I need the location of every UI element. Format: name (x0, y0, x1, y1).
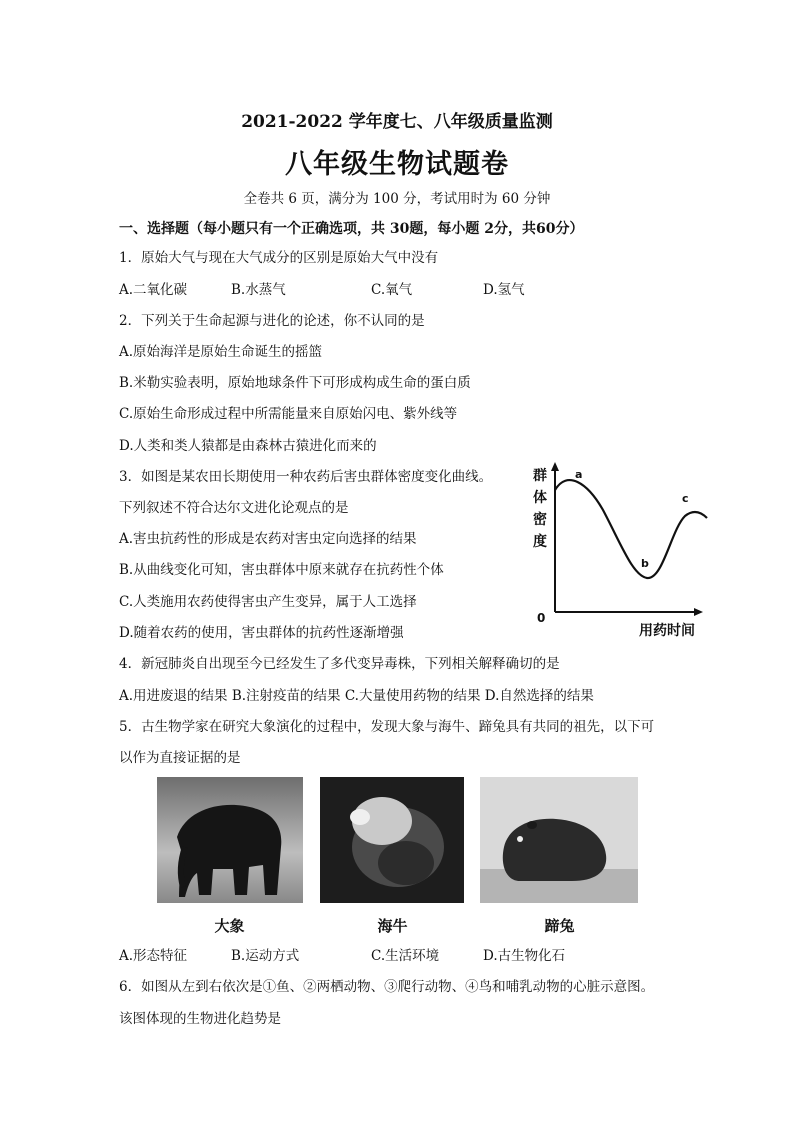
density-curve-chart (525, 460, 725, 640)
q3-stem-line2: 下列叙述不符合达尔文进化论观点的是 (119, 500, 349, 516)
q2-stem: 2．下列关于生命起源与进化的论述，你不认同的是 (119, 313, 425, 329)
q6-stem-line1: 6．如图从左到右依次是①鱼、②两栖动物、③爬行动物、④鸟和哺乳动物的心脏示意图。 (119, 979, 655, 995)
ylabel-char: 群 (533, 468, 547, 484)
q3-option-c: C.人类施用农药使得害虫产生变异，属于人工选择 (119, 594, 417, 610)
q2-option-a: A.原始海洋是原始生命诞生的摇篮 (119, 344, 323, 360)
q5-option-b: B.运动方式 (231, 948, 300, 964)
manatee-photo (320, 777, 464, 903)
q3-option-a: A.害虫抗药性的形成是农药对害虫定向选择的结果 (119, 531, 417, 547)
caption-elephant: 大象 (214, 917, 245, 935)
chart-ylabel (533, 467, 547, 550)
q5-stem-line1: 5．古生物学家在研究大象演化的过程中，发现大象与海牛、蹄兔具有共同的祖先，以下可 (119, 719, 655, 735)
caption-hyrax: 蹄兔 (544, 917, 575, 935)
q4-stem: 4．新冠肺炎自出现至今已经发生了多代变异毒株，下列相关解释确切的是 (119, 656, 560, 672)
chart-xlabel: 用药时间 (639, 623, 695, 639)
q1-option-c: C.氧气 (371, 282, 413, 298)
x-axis-arrow (694, 608, 703, 616)
q1-option-b: B.水蒸气 (231, 282, 286, 298)
q1-option-a: A.二氧化碳 (119, 282, 188, 298)
point-label-b: b (641, 557, 649, 570)
ylabel-char: 体 (533, 490, 547, 506)
ylabel-char: 度 (533, 534, 547, 550)
q3-option-b: B.从曲线变化可知，害虫群体中原来就存在抗药性个体 (119, 562, 444, 578)
q2-option-d: D.人类和类人猿都是由森林古猿进化而来的 (119, 438, 377, 454)
q5-stem-line2: 以作为直接证据的是 (119, 750, 241, 766)
exam-title: 八年级生物试题卷 (285, 149, 509, 180)
q1-stem: 1．原始大气与现在大气成分的区别是原始大气中没有 (119, 250, 439, 266)
q5-option-c: C.生活环境 (371, 948, 440, 964)
q5-option-a: A.形态特征 (119, 948, 188, 964)
point-label-c: c (682, 492, 689, 505)
q4-options: A.用进废退的结果 B.注射疫苗的结果 C.大量使用药物的结果 D.自然选择的结果 (119, 688, 594, 704)
ylabel-char: 密 (533, 512, 547, 528)
q2-option-b: B.米勒实验表明，原始地球条件下可形成构成生命的蛋白质 (119, 375, 471, 391)
y-axis-arrow (551, 462, 559, 471)
caption-manatee: 海牛 (377, 917, 408, 935)
hyrax-photo (480, 777, 638, 903)
origin-label: 0 (537, 611, 546, 625)
elephant-photo (157, 777, 303, 903)
exam-header: 2021-2022 学年度七、八年级质量监测 (241, 112, 553, 132)
point-label-a: a (575, 468, 583, 481)
section-heading: 一、选择题（每小题只有一个正确选项，共 30题，每小题 2分，共60分） (119, 221, 584, 237)
exam-subtitle: 全卷共 6 页，满分为 100 分，考试用时为 60 分钟 (243, 191, 551, 207)
q6-stem-line2: 该图体现的生物进化趋势是 (119, 1011, 281, 1027)
q5-option-d: D.古生物化石 (483, 948, 566, 964)
q1-option-d: D.氢气 (483, 282, 525, 298)
q3-stem-line1: 3．如图是某农田长期使用一种农药后害虫群体密度变化曲线。 (119, 469, 493, 485)
q2-option-c: C.原始生命形成过程中所需能量来自原始闪电、紫外线等 (119, 406, 458, 422)
q3-option-d: D.随着农药的使用，害虫群体的抗药性逐渐增强 (119, 625, 404, 641)
